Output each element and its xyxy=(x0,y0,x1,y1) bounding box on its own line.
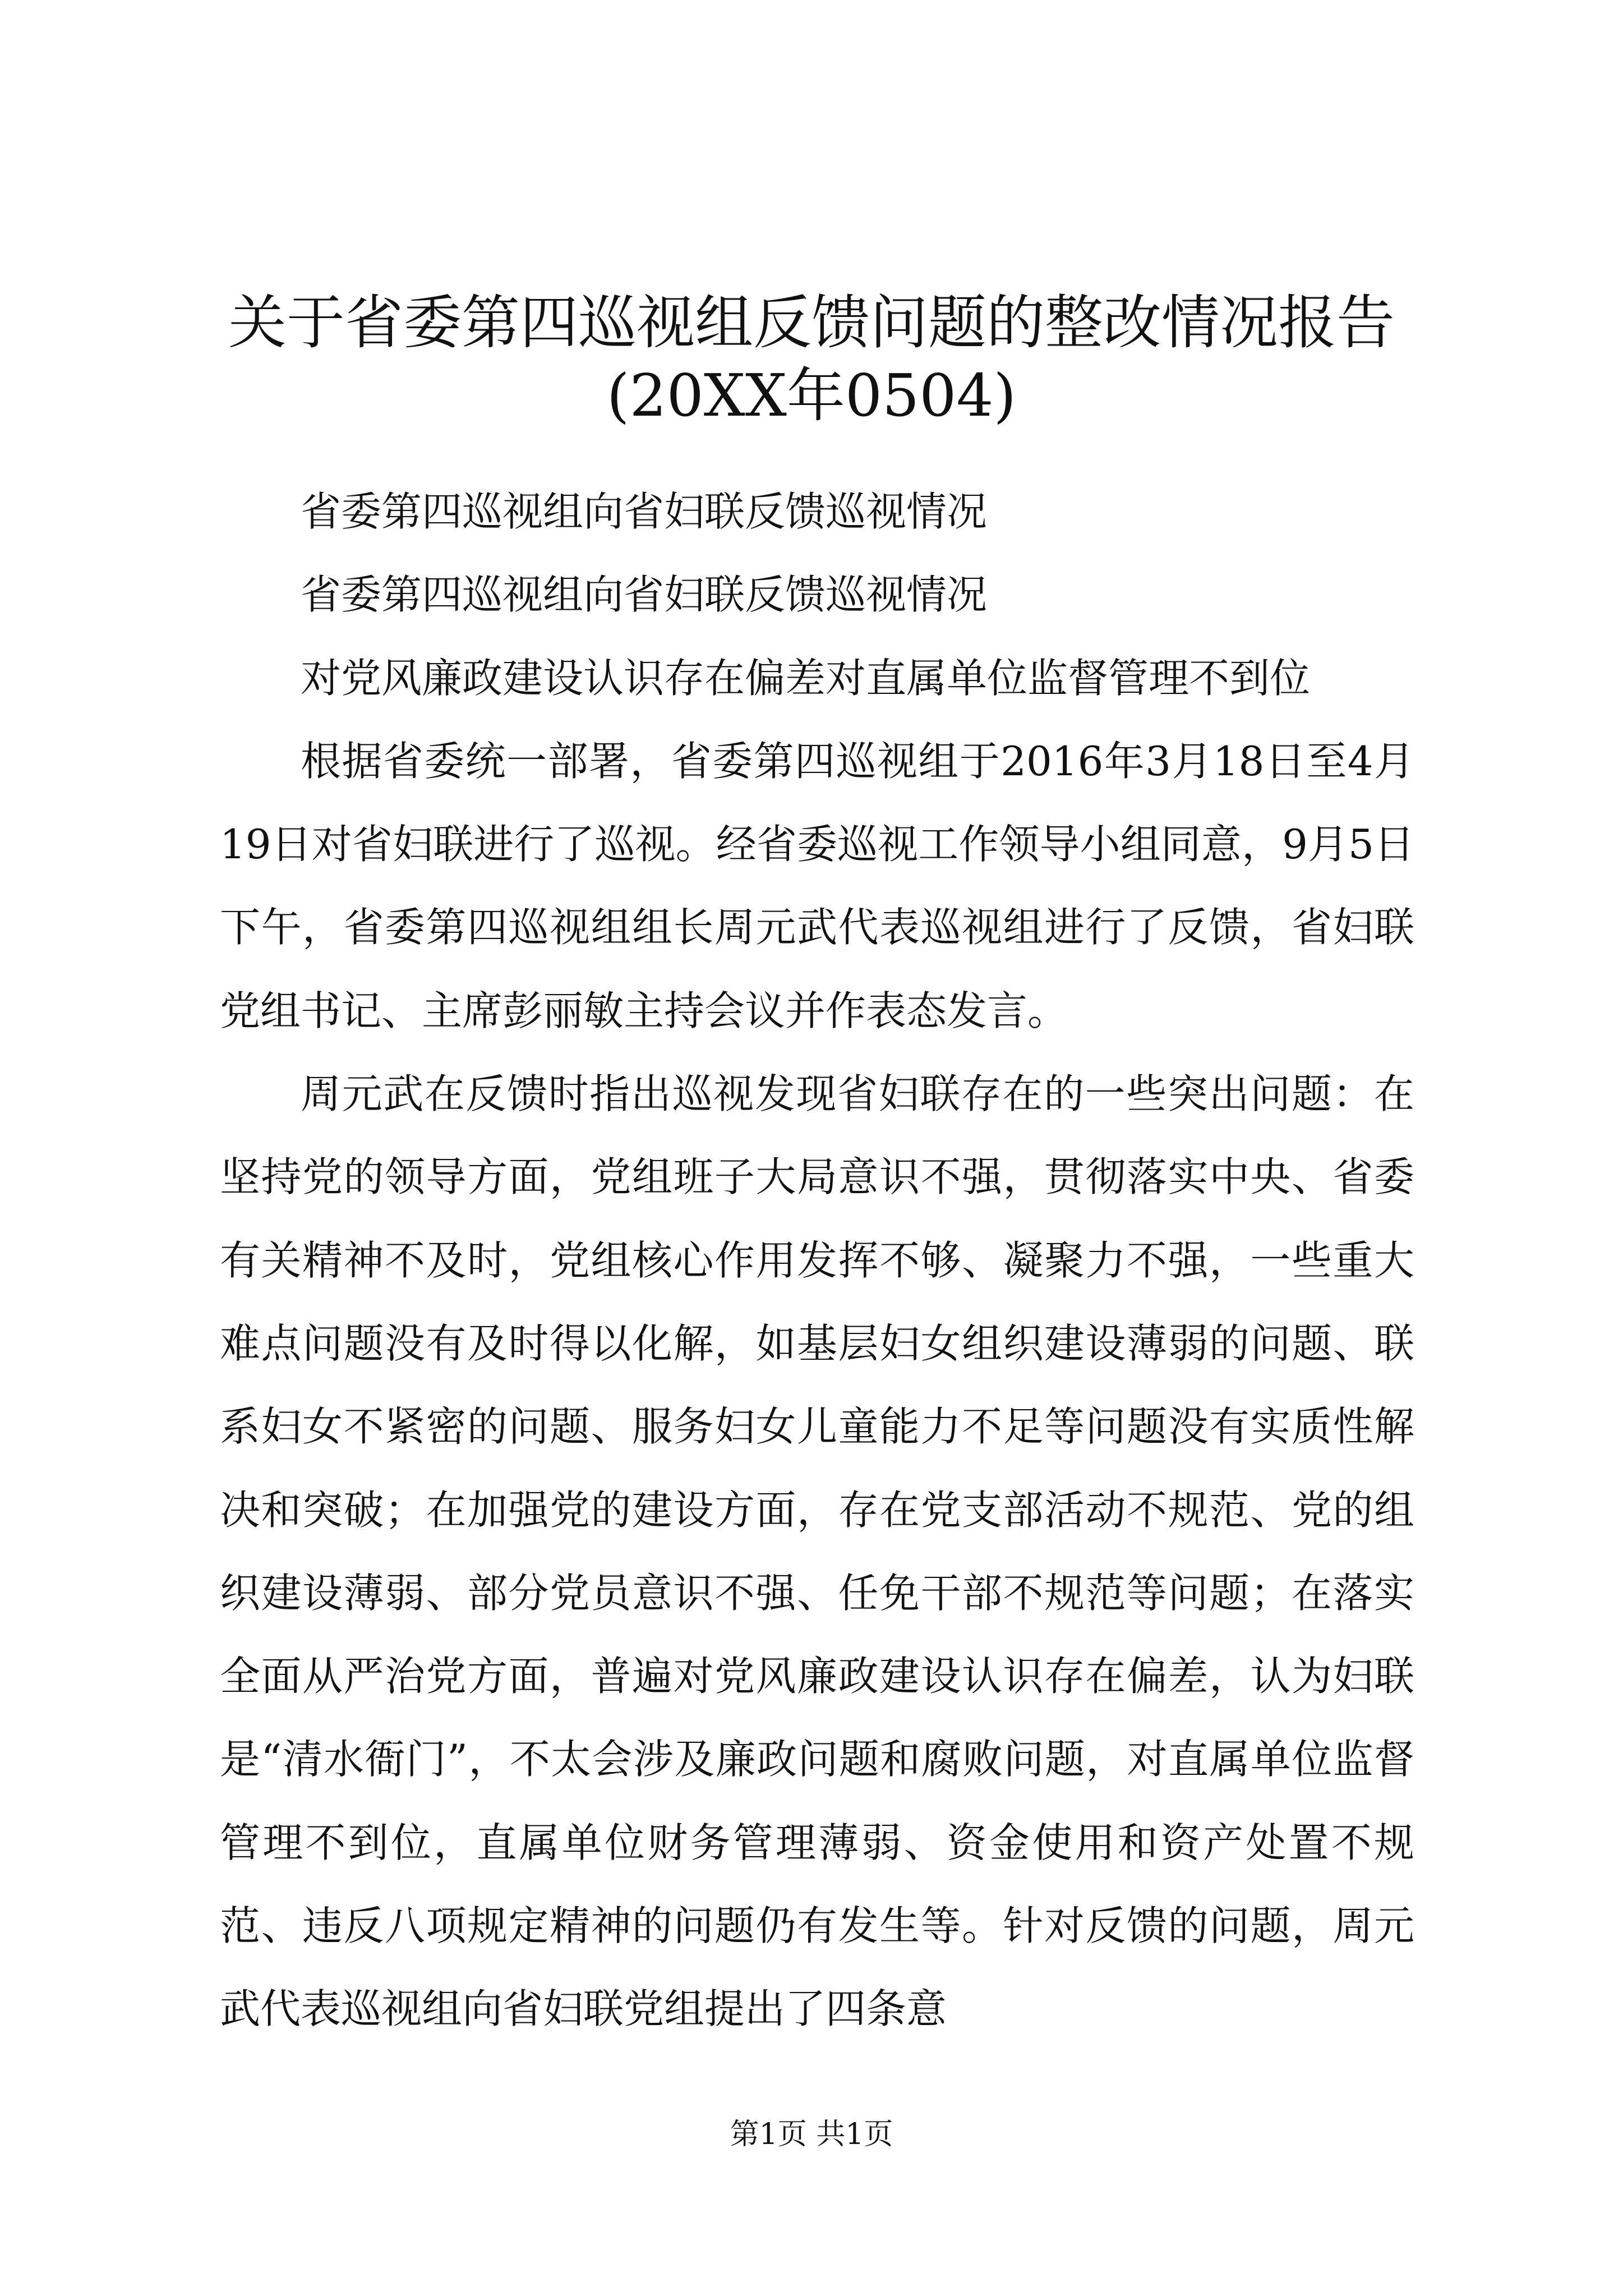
paragraph-2: 省委第四巡视组向省妇联反馈巡视情况 xyxy=(301,571,988,619)
paragraph-3: 对党风廉政建设认识存在偏差对直属单位监督管理不到位 xyxy=(301,654,1311,702)
paragraph-1: 省委第四巡视组向省妇联反馈巡视情况 xyxy=(301,488,988,535)
paragraph-5: 周元武在反馈时指出巡视发现省妇联存在的一些突出问题：在坚持党的领导方面，党组班子大局意识不强，贯彻落实中央、省委有关精神不及时，党组核心作用发挥不够、凝聚力不强，一些重大难点问题没有及时得以化解，如基层妇女组织建设薄弱的问题、联系妇女不紧密的问题、服务妇女儿童能力不足等问题没有实质性解决和突破；在加强党的建设方面，存在党支部活动不规范、党的组织建设薄弱、部分党员意识不强、任免干部不规范等问题；在落实全面从严治党方面，普遍对党风廉政建设认识存在偏差，认为妇联是“清水衙门”，不太会涉及廉政问题和腐败问题，对直属单位监督管理不到位，直属单位财务管理薄弱、资金使用和资产处置不规范、违反八项规定精神的问题仍有发生等。针对反馈的问题，周元武代表巡视组向省妇联党组提出了四条意 xyxy=(220,1070,1414,2033)
document-title-line1: 关于省委第四巡视组反馈问题的整改情况报告 xyxy=(228,288,1395,357)
page-number-footer: 第1页 共1页 xyxy=(730,2118,893,2151)
paragraph-4: 根据省委统一部署，省委第四巡视组于2016年3月18日至4月19日对省妇联进行了巡视。经省委巡视工作领导小组同意，9月5日下午，省委第四巡视组组长周元武代表巡视组进行了反馈，省妇联党组书记、主席彭丽敏主持会议并作表态发言。 xyxy=(220,737,1414,1034)
document-title-line2: (20XX年0504) xyxy=(606,361,1017,430)
document-body xyxy=(220,470,1414,2051)
